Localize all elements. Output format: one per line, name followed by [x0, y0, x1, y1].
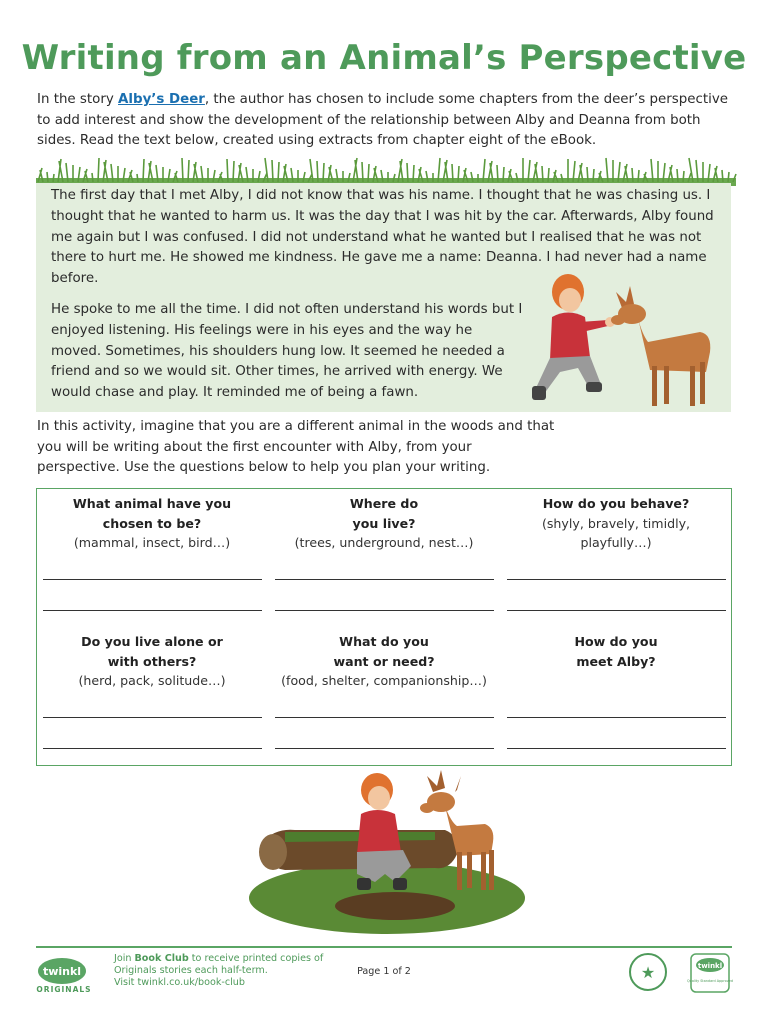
story-paragraph-2: He spoke to me all the time. I did not often understand his words but I enjoyed listening. His feelings were in his eyes and the way he moved. Sometimes, his shoulders hung low. It seemed he needed a friend and so we would sit. Other times, he arrived with energy. We would chase and play. It reminded me of being a fawn. — [51, 302, 523, 401]
question-hint: (food, shelter, companionship…) — [281, 673, 487, 689]
star-icon: ★ — [629, 953, 667, 991]
question-text: Do you live alone or — [81, 634, 223, 649]
question-hint: (trees, underground, nest…) — [294, 535, 474, 551]
grass-border-decoration — [36, 154, 736, 186]
footer-divider — [36, 946, 732, 948]
boy-feeding-deer-illustration — [530, 262, 720, 412]
question-cell-habitat — [274, 494, 494, 553]
intro-text-before: In the story — [37, 92, 119, 107]
book-link[interactable]: Alby’s Deer — [118, 92, 205, 107]
question-cell-social — [42, 632, 262, 691]
question-cell-needs — [274, 632, 494, 691]
question-cell-meeting — [506, 632, 726, 671]
question-text: What do you — [339, 634, 429, 649]
twinkl-originals-logo — [36, 955, 96, 995]
answer-line[interactable] — [507, 610, 726, 611]
promo-text: to receive printed copies of Originals stories each half-term. — [114, 953, 324, 976]
answer-line[interactable] — [275, 717, 494, 718]
question-hint: (herd, pack, solitude…) — [78, 673, 226, 689]
answer-line[interactable] — [43, 579, 262, 580]
answer-line[interactable] — [275, 610, 494, 611]
question-text: How do you — [574, 634, 658, 649]
answer-line[interactable] — [507, 579, 726, 580]
quality-standard-badge — [687, 953, 733, 993]
promo-text: Join — [114, 953, 135, 964]
answer-line[interactable] — [507, 717, 726, 718]
answer-line[interactable] — [275, 579, 494, 580]
page-title: Writing from an Animal’s Perspective — [21, 38, 747, 78]
quality-text: Quality Standard Approved — [687, 979, 733, 983]
book-club-promo — [114, 953, 324, 989]
question-text: you live? — [352, 515, 416, 531]
intro-paragraph — [37, 90, 737, 152]
book-club-label: Book Club — [134, 953, 189, 964]
quality-brand: twinkl — [697, 962, 723, 970]
question-text: want or need? — [333, 653, 435, 669]
book-club-url[interactable]: Visit twinkl.co.uk/book-club — [114, 977, 245, 988]
question-text: chosen to be? — [102, 515, 202, 531]
answer-line[interactable] — [43, 748, 262, 749]
story-paragraph-1: The first day that I met Alby, I did not know that was his name. I thought that he was chasing us. I thought that he wanted to harm us. It was the day that I was hit by the car. Afterwards, Alby found me again but I was confused. I did not understand what he wanted but I realised that he was not there to hurt me. He showed me kindness. He gave me a name: Deanna. I had never had a name before. — [51, 188, 714, 287]
boy-and-deer-on-log-illustration — [245, 770, 530, 940]
answer-line[interactable] — [275, 748, 494, 749]
question-text: with others? — [107, 653, 197, 669]
logo-wordmark: twinkl — [42, 965, 82, 978]
question-cell-animal — [42, 494, 262, 553]
page-number: Page 1 of 2 — [357, 966, 411, 977]
question-hint: (mammal, insect, bird…) — [73, 535, 231, 551]
answer-line[interactable] — [507, 748, 726, 749]
question-text: meet Alby? — [576, 653, 656, 669]
question-text: How do you behave? — [542, 496, 690, 511]
question-hint: (shyly, bravely, timidly, playfully…) — [541, 515, 691, 551]
activity-instructions: In this activity, imagine that you are a different animal in the woods and that you will be writing about the first encounter with Alby, from your perspective. Use the questions below to help you plan your writing. — [37, 419, 555, 475]
answer-line[interactable] — [43, 610, 262, 611]
question-text: What animal have you — [72, 496, 232, 511]
question-text: Where do — [349, 496, 419, 511]
intro-text-after: , the author has chosen to include some chapters from the deer’s perspective to add interest and show the development of the relationship between Alby and Deanna from both sides. Read the text below, created using extracts from chapter eight of the eBook. — [37, 92, 728, 148]
logo-subtitle: ORIGINALS — [36, 985, 92, 994]
answer-line[interactable] — [43, 717, 262, 718]
question-cell-behaviour — [506, 494, 726, 553]
